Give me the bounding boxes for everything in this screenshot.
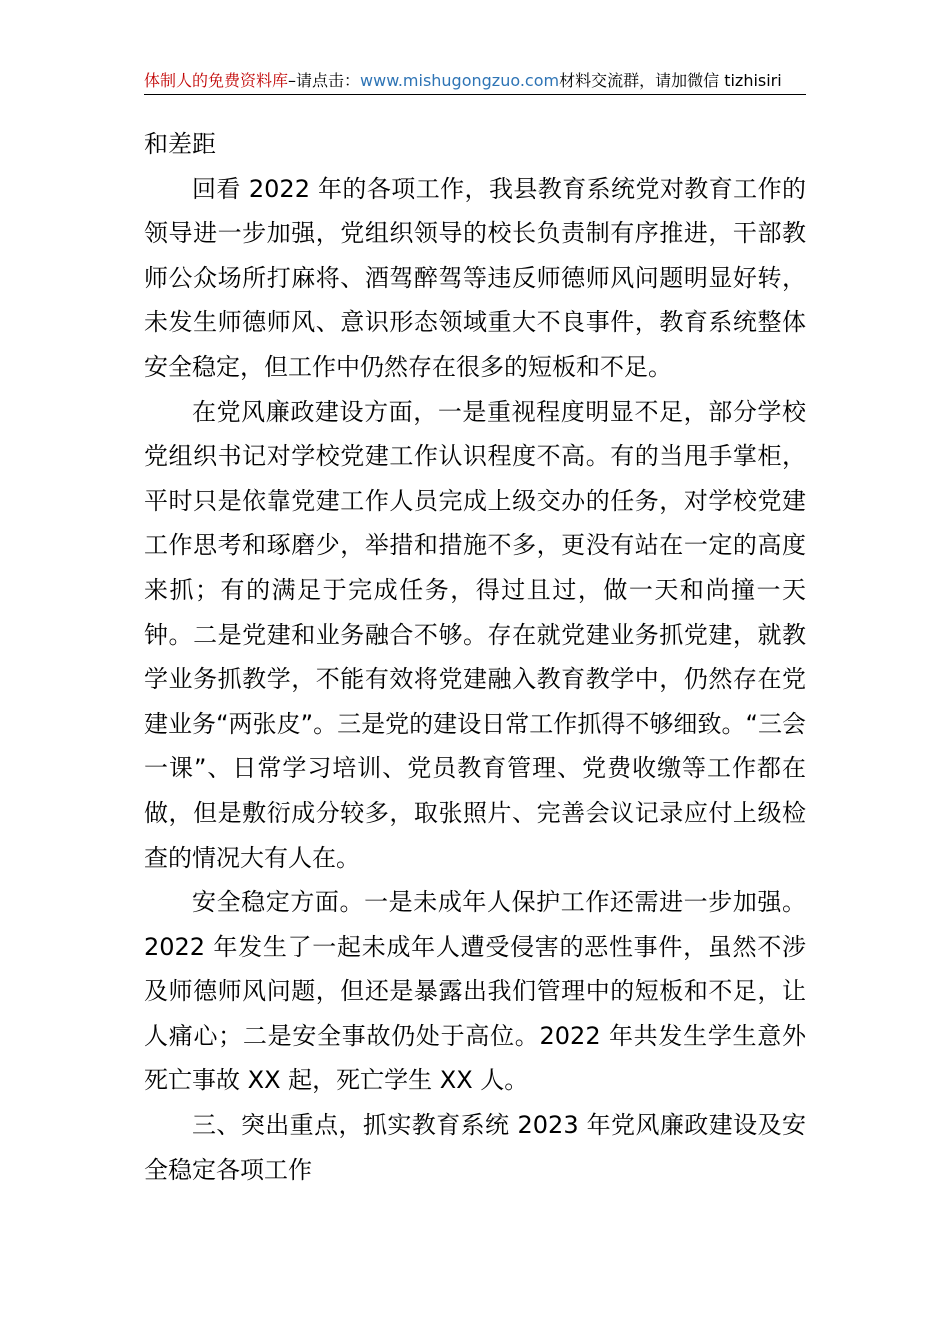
document-body: [144, 122, 806, 1192]
paragraph-party-integrity: 在党风廉政建设方面，一是重视程度明显不足，部分学校党组织书记对学校党建工作认识程度不高。有的当甩手掌柜，平时只是依靠党建工作人员完成上级交办的任务，对学校党建工作思考和琢磨少，举措和措施不多，更没有站在一定的高度来抓；有的满足于完成任务，得过且过，做一天和尚撞一天钟。二是党建和业务融合不够。存在就党建业务抓党建，就教学业务抓教学，不能有效将党建融入教育教学中，仍然存在党建业务“两张皮”。三是党的建设日常工作抓得不够细致。“三会一课”、日常学习培训、党员教育管理、党费收缴等工作都在做，但是敷衍成分较多，取张照片、完善会议记录应付上级检查的情况大有人在。: [144, 397, 806, 872]
header-url-link[interactable]: www.mishugongzuo.com: [360, 71, 560, 90]
header-prompt: –请点击：: [288, 71, 361, 90]
section-heading-three: 三、突出重点，抓实教育系统 2023 年党风廉政建设及安全稳定各项工作: [144, 1111, 806, 1184]
page-header: [144, 70, 806, 95]
paragraph-safety-stability: 安全稳定方面。一是未成年人保护工作还需进一步加强。2022 年发生了一起未成年人遭受侵害的恶性事件，虽然不涉及师德师风问题，但还是暴露出我们管理中的短板和不足，让人痛心；二是安全事故仍处于高位。2022 年共发生学生意外死亡事故 XX 起，死亡学生 XX 人。: [144, 888, 806, 1095]
paragraph-review-2022: 回看 2022 年的各项工作，我县教育系统党对教育工作的领导进一步加强，党组织领导的校长负责制有序推进，干部教师公众场所打麻将、酒驾醉驾等违反师德师风问题明显好转，未发生师德师风、意识形态领域重大不良事件，教育系统整体安全稳定，但工作中仍然存在很多的短板和不足。: [144, 174, 806, 381]
header-contact-note: 材料交流群，请加微信 tizhisiri: [559, 71, 782, 90]
paragraph-continuation: 和差距: [144, 130, 216, 158]
header-brand: 体制人的免费资料库: [144, 71, 289, 90]
